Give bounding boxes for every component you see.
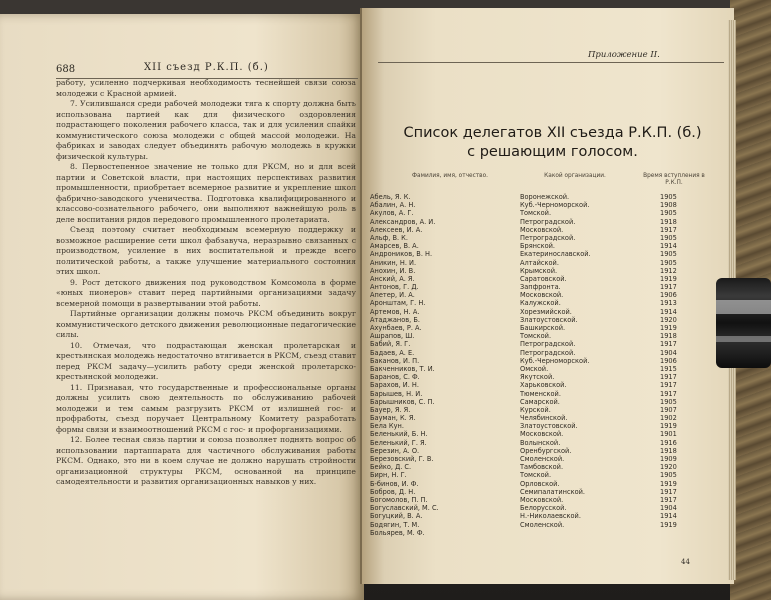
table-row (370, 242, 720, 250)
delegate-organization: Курской. (520, 405, 551, 414)
delegate-join-year: 1918 (660, 217, 677, 226)
delegate-join-year: 1918 (660, 446, 677, 455)
delegate-organization: Орловской. (520, 479, 560, 488)
delegate-name: Больярев, М. Ф. (370, 528, 425, 537)
delegate-name: Акулов, А. Г. (370, 209, 414, 218)
binder-clip-highlight (716, 300, 771, 314)
table-row (370, 226, 720, 234)
delegate-join-year: 1905 (660, 250, 677, 259)
delegate-join-year: 1909 (660, 455, 677, 463)
delegate-organization: Алтайской. (520, 258, 559, 267)
delegate-name: Бауер, Я. Я. (370, 405, 411, 414)
paragraph: Партийные организации должны помочь РКСМ объединить вокруг коммунистического детского движения революционные педагогические силы. (56, 309, 356, 339)
delegate-name: Бадаев, А. Е. (370, 348, 415, 357)
table-row (370, 480, 720, 488)
delegate-organization: Куб.-Черноморской. (520, 201, 590, 210)
delegate-organization: Томской. (520, 332, 552, 341)
delegate-organization: Волынской. (520, 438, 561, 447)
delegate-join-year: 1907 (660, 405, 677, 414)
delegate-organization: Петроградской. (520, 217, 576, 226)
delegate-join-year: 1902 (660, 414, 677, 423)
delegate-join-year: 1919 (660, 422, 677, 431)
table-row (370, 275, 720, 283)
delegate-join-year: 1919 (660, 520, 677, 529)
table-row (370, 512, 720, 520)
delegate-organization: Московской. (520, 225, 564, 234)
delegate-join-year: 1905 (660, 193, 677, 201)
delegate-join-year: 1917 (660, 381, 677, 390)
table-row (370, 398, 720, 406)
table-row (370, 250, 720, 258)
delegate-join-year: 1917 (660, 389, 677, 398)
list-title-line1: Список делегатов XII съезда Р.К.П. (б.) (403, 125, 702, 141)
table-row (370, 455, 720, 463)
table-row (370, 471, 720, 479)
delegate-name: Альф, В. К. (370, 233, 408, 242)
delegate-organization: Брянской. (520, 242, 556, 251)
delegate-organization: Томской. (520, 209, 552, 218)
delegate-name: Бейко, Д. С. (370, 463, 412, 472)
table-row (370, 357, 720, 365)
delegate-join-year: 1919 (660, 274, 677, 283)
delegate-name: Ахунбаев, Р. А. (370, 324, 422, 332)
delegate-join-year: 1901 (660, 430, 677, 439)
delegate-join-year: 1915 (660, 364, 677, 373)
delegate-organization: Смоленской. (520, 455, 565, 463)
table-row (370, 365, 720, 373)
table-row (370, 488, 720, 496)
delegate-organization: Самарской. (520, 397, 560, 406)
delegate-organization: Московской. (520, 430, 564, 439)
delegate-join-year: 1905 (660, 258, 677, 267)
delegate-organization: Крымской. (520, 266, 558, 275)
paragraph: 11. Признавая, что государственные и профессиональные органы должны усилить свою деятельность по обслуживанию рабочей молодежи и тем самым разгрузить РКСМ от излишней гос- и профработы, съезд поручает Центральному Комитету разработать формы связи и взаимоотношений РКСМ с гос- и профорганизациями. (56, 382, 356, 434)
table-row (370, 349, 720, 357)
paragraph: работу, усиленно подчеркивая необходимость теснейшей связи союза молодежи с Красной армией. (56, 78, 356, 98)
left-page-body (56, 78, 356, 488)
delegate-name: Богуцкий, В. А. (370, 512, 423, 521)
list-title (380, 124, 725, 162)
delegate-organization: Куб.-Черноморской. (520, 356, 590, 365)
binder-clip (716, 278, 771, 368)
delegate-name: Беленький, Б. Н. (370, 430, 428, 439)
delegate-organization: Белорусской. (520, 504, 567, 513)
left-page-header (56, 62, 358, 79)
column-header-year: Время вступления в Р.К.П. (643, 173, 705, 186)
delegate-join-year: 1916 (660, 438, 677, 447)
delegate-name: Баканов, И. П. (370, 356, 420, 365)
list-title-line2: с решающим голосом. (467, 144, 638, 160)
column-header-org: Какой организации. (544, 173, 606, 179)
delegate-organization: Хорезмийской. (520, 307, 572, 316)
table-row (370, 390, 720, 398)
table-row (370, 316, 720, 324)
table-row (370, 201, 720, 209)
delegate-join-year: 1908 (660, 201, 677, 210)
delegate-join-year: 1917 (660, 225, 677, 234)
left-page-number: 688 (56, 64, 76, 75)
delegate-organization: Запфронта. (520, 283, 561, 292)
table-row (370, 209, 720, 217)
delegate-organization: Златоустовской. (520, 422, 578, 431)
delegate-organization: Воронежской. (520, 193, 570, 201)
delegate-organization: Петроградской. (520, 348, 576, 357)
delegate-name: Барахов, И. Н. (370, 381, 419, 390)
delegate-join-year: 1914 (660, 512, 677, 521)
delegate-name: Аронштам, Г. Н. (370, 299, 426, 308)
table-row (370, 193, 720, 201)
delegate-join-year: 1905 (660, 397, 677, 406)
delegate-organization: Саратовской. (520, 274, 567, 283)
paragraph: Съезд поэтому считает необходимым всемерную поддержку и возможное расширение сети школ фабзавуча, неразрывно связанных с производством, усиление в них воспитательной и прежде всего политической работы, а также улучшение материального состояния этих школ. (56, 225, 356, 276)
paragraph: 9. Рост детского движения под руководством Комсомола в форме «юных пионеров» ставит перед партийными организациями задачу всемерной помощи в развертывании этой работы. (56, 277, 356, 308)
delegate-name: Б-бинов, И. Ф. (370, 479, 419, 488)
table-row (370, 463, 720, 471)
delegate-join-year: 1912 (660, 266, 677, 275)
delegate-name: Артемов, Н. А. (370, 307, 420, 316)
delegate-name: Богомолов, П. П. (370, 495, 428, 504)
left-running-title: XII съезд Р.К.П. (б.) (144, 62, 269, 73)
delegate-organization: Н.-Николаевской. (520, 512, 581, 521)
delegate-join-year: 1920 (660, 315, 677, 324)
delegate-join-year: 1905 (660, 471, 677, 480)
table-row (370, 373, 720, 381)
delegate-organization: Московской. (520, 291, 564, 300)
table-row (370, 283, 720, 291)
delegate-name: Березин, А. О. (370, 446, 420, 455)
table-row (370, 447, 720, 455)
delegate-organization: Екатеринославской. (520, 250, 591, 259)
delegate-join-year: 1920 (660, 463, 677, 472)
delegate-name: Андроников, В. Н. (370, 250, 433, 259)
table-row (370, 267, 720, 275)
delegate-join-year: 1919 (660, 479, 677, 488)
table-row (370, 259, 720, 267)
paragraph: 7. Усилившаяся среди рабочей молодежи тяга к спорту должна быть использована партией как для физического оздоровления подрастающего поколения рабочего класса, так и для усиления спайки коммунистического союза молодежи с общей массой молодежи. На фабриках и заводах следует объединять рабочую молодежь в кружки физической культуры. (56, 99, 356, 161)
delegate-join-year: 1917 (660, 495, 677, 504)
table-row (370, 529, 720, 537)
table-row (370, 324, 720, 332)
delegate-join-year: 1917 (660, 340, 677, 349)
delegate-name: Богуславский, М. С. (370, 504, 439, 513)
delegate-organization: Тамбовской. (520, 463, 564, 472)
paragraph: 8. Первостепенное значение не только для РКСМ, но и для всей партии и Советской власти, при настоящих перспективах развития промышленности, приобретает всемерное развитие и укрепление школ фабрично-заводского ученичества. Подготовка квалифицированного и классово-сознательного рабочего, они выполняют важнейшую роль в деле воспитания рядов передового промышленного пролетариата. (56, 162, 356, 224)
table-row (370, 218, 720, 226)
delegate-name: Баранов, С. Ф. (370, 373, 420, 382)
table-row (370, 430, 720, 438)
delegate-name: Беленький, Г. Я. (370, 438, 427, 447)
delegate-name: Анохин, И. В. (370, 266, 416, 275)
table-row (370, 308, 720, 316)
delegate-organization: Харьковской. (520, 381, 567, 390)
table-row (370, 340, 720, 348)
table-row (370, 291, 720, 299)
table-row (370, 439, 720, 447)
delegate-organization: Смоленской. (520, 520, 565, 529)
delegate-name: Анский, А. Я. (370, 274, 415, 283)
delegate-join-year: 1905 (660, 209, 677, 218)
delegate-name: Атаджанов, Б. (370, 315, 420, 324)
delegate-organization: Башкирской. (520, 324, 566, 332)
paragraph: 12. Более тесная связь партии и союза позволяет поднять вопрос об использовании партаппарата для частичного обслуживания работы РКСМ. Однако, это ни в коем случае не должно нарушать стройности организационной структуры РКСМ, основанной на принципе самодеятельности и развития организационных навыков у них. (56, 435, 356, 486)
delegate-name: Апетер, И. А. (370, 291, 415, 300)
right-page-number: 44 (681, 558, 690, 566)
delegate-join-year: 1918 (660, 332, 677, 341)
delegate-name: Березовский, Г. В. (370, 455, 434, 463)
delegate-name: Бобров, Д. Н. (370, 487, 416, 496)
delegate-join-year: 1904 (660, 348, 677, 357)
table-row (370, 234, 720, 242)
delegate-organization: Якутской. (520, 373, 555, 382)
delegate-organization: Петроградской. (520, 340, 576, 349)
delegate-organization: Омской. (520, 364, 549, 373)
column-header-name: Фамилия, имя, отчество. (412, 173, 488, 179)
delegate-name: Абалин, А. Н. (370, 201, 416, 210)
delegate-organization: Томской. (520, 471, 552, 480)
delegate-organization: Московской. (520, 495, 564, 504)
delegate-organization: Тюменской. (520, 389, 561, 398)
delegate-join-year: 1917 (660, 283, 677, 292)
table-row (370, 381, 720, 389)
delegate-join-year: 1905 (660, 233, 677, 242)
delegate-name: Бодягин, Т. М. (370, 520, 420, 529)
delegate-name: Алексеев, И. А. (370, 225, 423, 234)
delegate-name: Бирн, Н. Г. (370, 471, 407, 480)
delegate-organization: Калужской. (520, 299, 561, 308)
delegate-organization: Челябинской. (520, 414, 568, 423)
delegate-join-year: 1913 (660, 299, 677, 308)
delegate-join-year: 1914 (660, 242, 677, 251)
delegate-name: Александров, А. И. (370, 217, 436, 226)
delegate-name: Амарсев, В. А. (370, 242, 419, 251)
delegate-join-year: 1906 (660, 291, 677, 300)
delegate-name: Бакченников, Т. И. (370, 364, 435, 373)
delegate-join-year: 1919 (660, 324, 677, 332)
header-rule (378, 62, 724, 63)
table-row (370, 496, 720, 504)
delegate-organization: Златоустовской. (520, 315, 578, 324)
delegate-organization: Петроградской. (520, 233, 576, 242)
delegate-name: Ашрапов, Ш. (370, 332, 415, 341)
delegate-name: Аникин, Н. И. (370, 258, 417, 267)
delegate-name: Бабий, Я. Г. (370, 340, 411, 349)
delegate-join-year: 1917 (660, 487, 677, 496)
delegate-join-year: 1904 (660, 504, 677, 513)
table-row (370, 299, 720, 307)
delegate-list (370, 193, 720, 537)
right-running-title: Приложение II. (588, 50, 660, 60)
delegate-organization: Семипалатинской. (520, 487, 585, 496)
delegate-name: Абель, Я. К. (370, 193, 411, 201)
table-row (370, 504, 720, 512)
table-row (370, 521, 720, 529)
delegate-join-year: 1917 (660, 373, 677, 382)
delegate-name: Антонов, Г. Д. (370, 283, 419, 292)
delegate-name: Бауман, К. Я. (370, 414, 416, 423)
delegate-name: Бела Кун. (370, 422, 404, 431)
binder-clip-highlight (716, 336, 771, 342)
delegate-organization: Оренбургской. (520, 446, 572, 455)
delegate-join-year: 1914 (660, 307, 677, 316)
table-row (370, 414, 720, 422)
table-row (370, 332, 720, 340)
paragraph: 10. Отмечая, что подрастающая женская пролетарская и крестьянская молодежь недостаточно втягивается в РКСМ, съезд ставит перед РКСМ задачу—усилить работу среди женской пролетарско-крестьянской молодежи. (56, 340, 356, 381)
table-row (370, 422, 720, 430)
table-row (370, 406, 720, 414)
delegate-name: Барышников, С. П. (370, 397, 435, 406)
delegate-name: Барышев, Н. И. (370, 389, 423, 398)
delegate-join-year: 1906 (660, 356, 677, 365)
